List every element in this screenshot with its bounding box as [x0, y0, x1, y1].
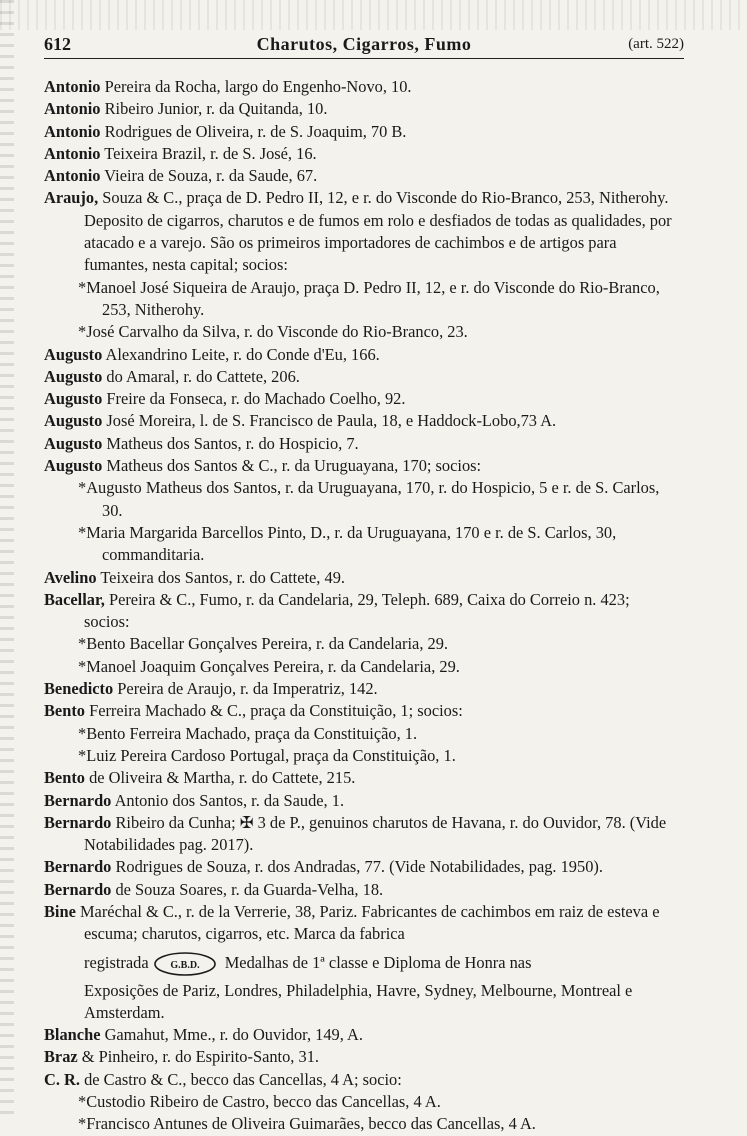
- entry-description: Deposito de cigarros, charutos e de fumos em rolo e desfiados de todas as qualidades, por atacado e a varejo. São os primeiros importadores de cachimbos e de artigos para fumantes, nesta capital; socios:: [84, 210, 672, 275]
- directory-entry: Benedicto Pereira de Araujo, r. da Imperatriz, 142.: [44, 679, 378, 699]
- directory-entry: Avelino Teixeira dos Santos, r. do Cattete, 49.: [44, 567, 345, 587]
- directory-entry: Augusto Freire da Fonseca, r. do Machado Coelho, 92.: [44, 389, 406, 409]
- directory-entries: [44, 76, 674, 1136]
- article-reference: (art. 522): [628, 36, 684, 52]
- directory-entry: Antonio Vieira de Souza, r. da Saude, 67.: [44, 166, 318, 186]
- partner-entry: *Maria Margarida Barcellos Pinto, D., r. da Uruguayana, 170 e r. de S. Carlos, 30, commanditaria.: [78, 522, 617, 565]
- directory-entry: C. R. de Castro & C., becco das Cancellas, 4 A; socio:: [44, 1069, 402, 1089]
- partner-entry: *Bento Ferreira Machado, praça da Constituição, 1.: [78, 723, 418, 743]
- directory-entry: Bento de Oliveira & Martha, r. do Cattete, 215.: [44, 768, 356, 788]
- directory-entry: Bernardo Antonio dos Santos, r. da Saude, 1.: [44, 790, 345, 810]
- partner-entry: *José Carvalho da Silva, r. do Visconde do Rio-Branco, 23.: [78, 322, 468, 342]
- page-header: [44, 30, 684, 60]
- trademark-stamp-icon: [153, 951, 217, 977]
- directory-entry: Bento Ferreira Machado & C., praça da Constituição, 1; socios:: [44, 701, 463, 721]
- entry-description: Exposições de Pariz, Londres, Philadelphia, Havre, Sydney, Melbourne, Montreal e Amsterdam.: [84, 980, 633, 1022]
- page-number: 612: [44, 34, 71, 54]
- directory-entry: Augusto Matheus dos Santos & C., r. da Uruguayana, 170; socios:: [44, 456, 482, 476]
- directory-entry: Antonio Rodrigues de Oliveira, r. de S. Joaquim, 70 B.: [44, 121, 407, 141]
- partner-entry: *Luiz Pereira Cardoso Portugal, praça da Constituição, 1.: [78, 745, 456, 765]
- directory-entry: Braz & Pinheiro, r. do Espirito-Santo, 31.: [44, 1047, 319, 1067]
- directory-entry: Araujo, Souza & C., praça de D. Pedro II, 12, e r. do Visconde do Rio-Branco, 253, Nitherohy.: [44, 188, 669, 208]
- directory-entry: Augusto Matheus dos Santos, r. do Hospicio, 7.: [44, 433, 359, 453]
- partner-entry: *Augusto Matheus dos Santos, r. da Uruguayana, 170, r. do Hospicio, 5 e r. de S. Carlos, 30.: [78, 478, 660, 520]
- directory-entry: Augusto Alexandrino Leite, r. do Conde d'Eu, 166.: [44, 344, 380, 364]
- directory-entry: Blanche Gamahut, Mme., r. do Ouvidor, 149, A.: [44, 1025, 363, 1045]
- directory-entry: Antonio Ribeiro Junior, r. da Quitanda, 10.: [44, 99, 328, 119]
- directory-entry: Bernardo Rodrigues de Souza, r. dos Andradas, 77. (Vide Notabilidades, pag. 1950).: [44, 857, 603, 877]
- partner-entry: *Manoel José Siqueira de Araujo, praça D. Pedro II, 12, e r. do Visconde do Rio-Branco, 253, Nitherohy.: [78, 277, 660, 319]
- directory-entry: Bernardo de Souza Soares, r. da Guarda-Velha, 18.: [44, 879, 384, 899]
- header-rule: [44, 58, 684, 59]
- partner-entry: *Francisco Antunes de Oliveira Guimarães, becco das Cancellas, 4 A.: [78, 1114, 536, 1134]
- page-title: Charutos, Cigarros, Fumo: [256, 34, 472, 54]
- directory-entry: Bine Maréchal & C., r. de la Verrerie, 38, Pariz. Fabricantes de cachimbos em raiz de esteva e escuma; charutos, cigarros, etc. Marca da fabrica: [44, 901, 660, 944]
- directory-entry: Bernardo Ribeiro da Cunha; ✠ 3 de P., genuinos charutos de Havana, r. do Ouvidor, 78. (Vide Notabilidades pag. 2017).: [44, 812, 667, 855]
- left-edge-binding: [0, 0, 14, 1118]
- trademark-stamp-label: G.B.D.: [170, 959, 200, 971]
- top-edge-speckle: [0, 0, 747, 30]
- partner-entry: *Custodio Ribeiro de Castro, becco das Cancellas, 4 A.: [78, 1092, 441, 1112]
- directory-entry: Augusto do Amaral, r. do Cattete, 206.: [44, 366, 300, 386]
- trademark-line: registrada G.B.D. Medalhas de 1ª classe e Diploma de Honra nas: [44, 946, 674, 980]
- directory-entry: Augusto José Moreira, l. de S. Francisco de Paula, 18, e Haddock-Lobo,73 A.: [44, 411, 557, 431]
- partner-entry: *Manoel Joaquim Gonçalves Pereira, r. da Candelaria, 29.: [78, 656, 460, 676]
- directory-entry: Bacellar, Pereira & C., Fumo, r. da Candelaria, 29, Teleph. 689, Caixa do Correio n. 423; socios:: [44, 589, 630, 632]
- directory-entry: Antonio Teixeira Brazil, r. de S. José, 16.: [44, 143, 317, 163]
- directory-entry: Antonio Pereira da Rocha, largo do Engenho-Novo, 10.: [44, 77, 412, 96]
- partner-entry: *Bento Bacellar Gonçalves Pereira, r. da Candelaria, 29.: [78, 634, 449, 654]
